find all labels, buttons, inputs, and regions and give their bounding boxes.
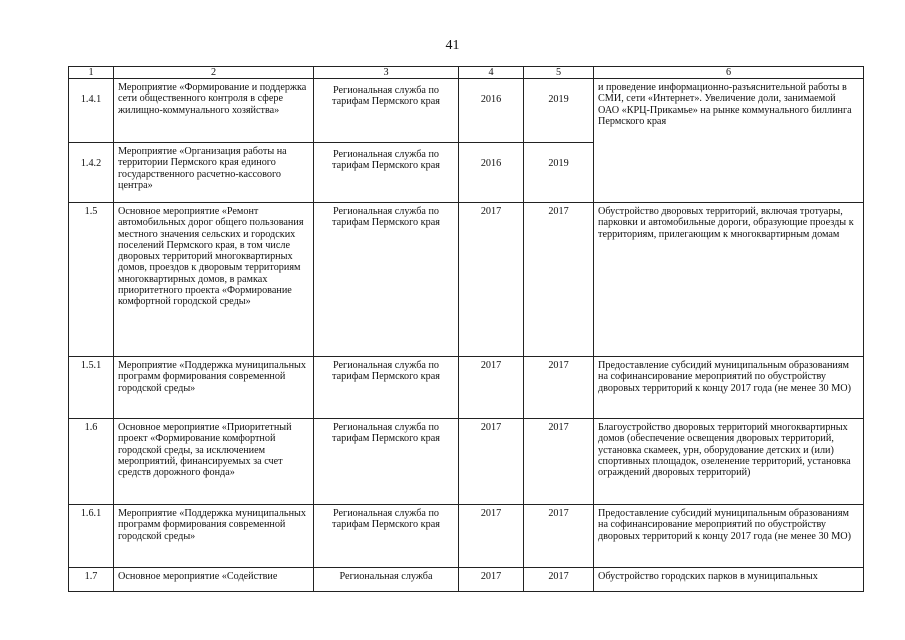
end-year: 2017 bbox=[524, 568, 594, 592]
expected-result: и проведение информационно-разъяснительной работы в СМИ, сети «Интернет». Увеличение доли, занимаемой ОАО «КРЦ-Прикамье» на рынке коммунального биллинга Пермского края bbox=[594, 79, 864, 203]
column-header-6: 6 bbox=[594, 67, 864, 79]
expected-result: Предоставление субсидий муниципальным образованиям на софинансирование мероприятий по обустройству дворовых территорий к концу 2017 года (не менее 30 МО) bbox=[594, 505, 864, 568]
expected-result: Обустройство городских парков в муниципальных bbox=[594, 568, 864, 592]
table-row bbox=[69, 79, 864, 143]
event-name: Мероприятие «Организация работы на территории Пермского края единого государственного расчетно-кассового центра» bbox=[114, 143, 314, 203]
column-header-2: 2 bbox=[114, 67, 314, 79]
end-year: 2017 bbox=[524, 505, 594, 568]
end-year: 2019 bbox=[524, 79, 594, 143]
column-header-1: 1 bbox=[69, 67, 114, 79]
responsible-org: Региональная служба по тарифам Пермского края bbox=[314, 505, 459, 568]
end-year: 2017 bbox=[524, 203, 594, 357]
responsible-org: Региональная служба по тарифам Пермского края bbox=[314, 419, 459, 505]
event-name: Мероприятие «Поддержка муниципальных программ формирования современной городской среды» bbox=[114, 505, 314, 568]
page-number: 41 bbox=[445, 38, 460, 53]
end-year: 2019 bbox=[524, 143, 594, 203]
responsible-org: Региональная служба по тарифам Пермского края bbox=[314, 143, 459, 203]
event-name: Основное мероприятие «Содействие bbox=[114, 568, 314, 592]
row-number: 1.4.1 bbox=[69, 79, 114, 143]
start-year: 2017 bbox=[459, 357, 524, 419]
responsible-org: Региональная служба bbox=[314, 568, 459, 592]
start-year: 2016 bbox=[459, 79, 524, 143]
table-row bbox=[69, 357, 864, 419]
start-year: 2017 bbox=[459, 568, 524, 592]
responsible-org: Региональная служба по тарифам Пермского края bbox=[314, 79, 459, 143]
row-number: 1.5.1 bbox=[69, 357, 114, 419]
row-number: 1.6.1 bbox=[69, 505, 114, 568]
expected-result: Предоставление субсидий муниципальным образованиям на софинансирование мероприятий по обустройству дворовых территорий к концу 2017 года (не менее 30 МО) bbox=[594, 357, 864, 419]
start-year: 2017 bbox=[459, 505, 524, 568]
event-name: Мероприятие «Формирование и поддержка сети общественного контроля в сфере жилищно-коммунального хозяйства» bbox=[114, 79, 314, 143]
table-header-row bbox=[69, 67, 864, 79]
row-number: 1.4.2 bbox=[69, 143, 114, 203]
table-row bbox=[69, 568, 864, 592]
column-header-3: 3 bbox=[314, 67, 459, 79]
start-year: 2017 bbox=[459, 203, 524, 357]
start-year: 2017 bbox=[459, 419, 524, 505]
start-year: 2016 bbox=[459, 143, 524, 203]
row-number: 1.6 bbox=[69, 419, 114, 505]
event-name: Основное мероприятие «Приоритетный проект «Формирование комфортной городской среды, за исключением мероприятий, финансируемых за счет средств дорожного фонда» bbox=[114, 419, 314, 505]
responsible-org: Региональная служба по тарифам Пермского края bbox=[314, 203, 459, 357]
expected-result: Благоустройство дворовых территорий многоквартирных домов (обеспечение освещения дворовых территорий, установка скамеек, урн, оборудование детских и (или) спортивных площадок, озеленение территорий, установка ограждений дворовых территорий) bbox=[594, 419, 864, 505]
row-number: 1.7 bbox=[69, 568, 114, 592]
column-header-4: 4 bbox=[459, 67, 524, 79]
table-row bbox=[69, 505, 864, 568]
expected-result: Обустройство дворовых территорий, включая тротуары, парковки и автомобильные дороги, образующие проезды к территориям, прилегающим к многоквартирным домам bbox=[594, 203, 864, 357]
row-number: 1.5 bbox=[69, 203, 114, 357]
responsible-org: Региональная служба по тарифам Пермского края bbox=[314, 357, 459, 419]
event-name: Мероприятие «Поддержка муниципальных программ формирования современной городской среды» bbox=[114, 357, 314, 419]
end-year: 2017 bbox=[524, 357, 594, 419]
table-row bbox=[69, 419, 864, 505]
program-table bbox=[68, 66, 864, 592]
event-name: Основное мероприятие «Ремонт автомобильных дорог общего пользования местного значения сельских и городских поселений Пермского края, в том числе дворовых территорий многоквартирных домов, проездов к дворовым территориям многоквартирных домов, в рамках приоритетного проекта «Формирование комфортной городской среды» bbox=[114, 203, 314, 357]
table-row bbox=[69, 203, 864, 357]
column-header-5: 5 bbox=[524, 67, 594, 79]
end-year: 2017 bbox=[524, 419, 594, 505]
